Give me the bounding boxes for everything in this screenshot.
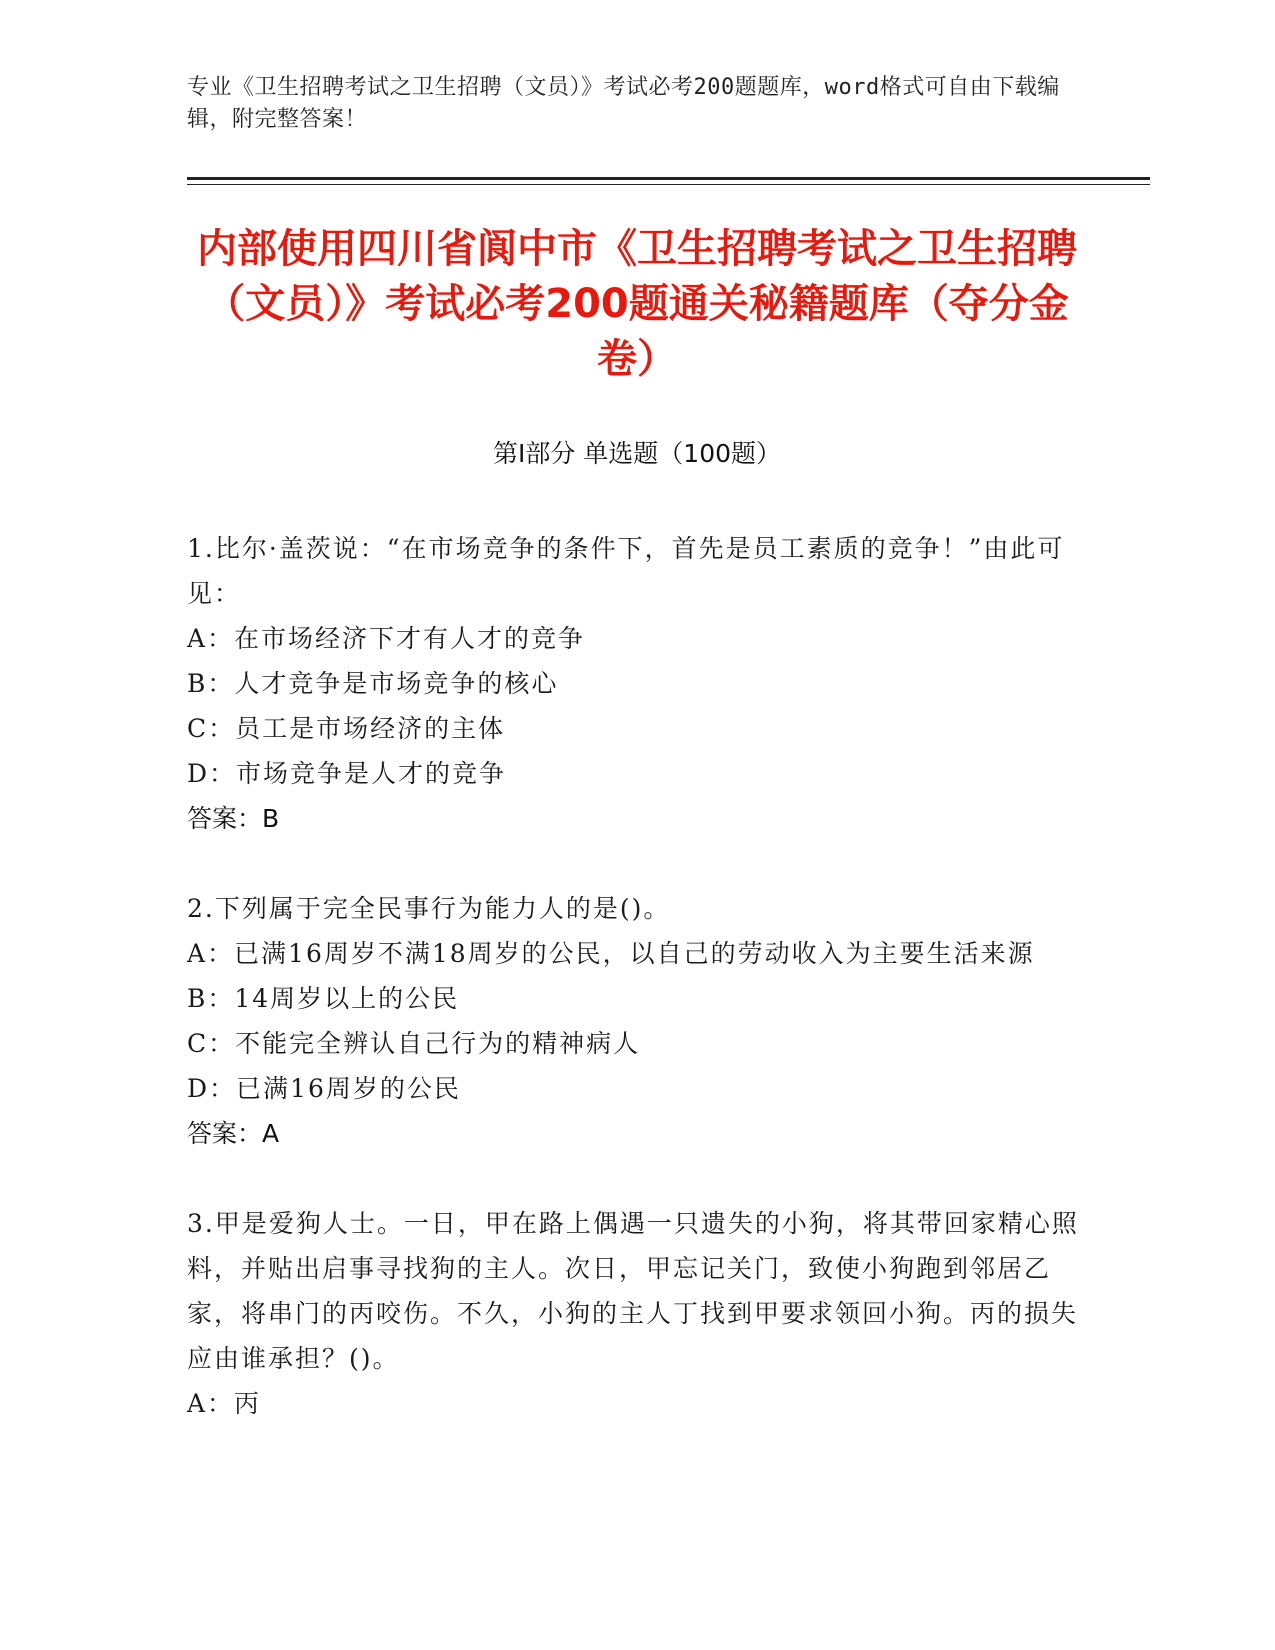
header-divider-thin [187,184,1150,185]
question-stem: 2.下列属于完全民事行为能力人的是()。 [187,894,671,923]
option-d: D：市场竞争是人才的竞争 [187,759,507,788]
header-note: 专业《卫生招聘考试之卫生招聘（文员）》考试必考200题题库，word格式可自由下载编辑，附完整答案！ [187,75,1060,132]
option-a: A：在市场经济下才有人才的竞争 [187,624,586,653]
answer: 答案：A [187,1119,280,1148]
option-b: B：人才竞争是市场竞争的核心 [187,669,559,698]
question-stem: 1.比尔·盖茨说：“在市场竞争的条件下，首先是员工素质的竞争！”由此可见： [187,534,1065,608]
question-1 [187,526,1087,841]
answer: 答案：B [187,804,280,833]
header-divider [187,177,1150,180]
option-b: B：14周岁以上的公民 [187,984,460,1013]
section-heading: 第Ⅰ部分 单选题（100题） [492,439,782,468]
option-c: C：不能完全辨认自己行为的精神病人 [187,1029,641,1058]
option-d: D：已满16周岁的公民 [187,1074,461,1103]
option-a: A：已满16周岁不满18周岁的公民，以自己的劳动收入为主要生活来源 [187,939,1035,968]
question-list [187,526,1087,1471]
option-a: A：丙 [187,1389,262,1418]
question-stem: 3.甲是爱狗人士。一日，甲在路上偶遇一只遗失的小狗，将其带回家精心照料，并贴出启事寻找狗的主人。次日，甲忘记关门，致使小狗跑到邻居乙家，将串门的丙咬伤。不久，小狗的主人丁找到甲要求领回小狗。丙的损失应由谁承担？()。 [187,1209,1079,1373]
document-title: 内部使用四川省阆中市《卫生招聘考试之卫生招聘（文员）》考试必考200题通关秘籍题库（夺分金卷） [197,226,1077,382]
question-3 [187,1201,1087,1426]
question-2 [187,886,1087,1156]
option-c: C：员工是市场经济的主体 [187,714,506,743]
